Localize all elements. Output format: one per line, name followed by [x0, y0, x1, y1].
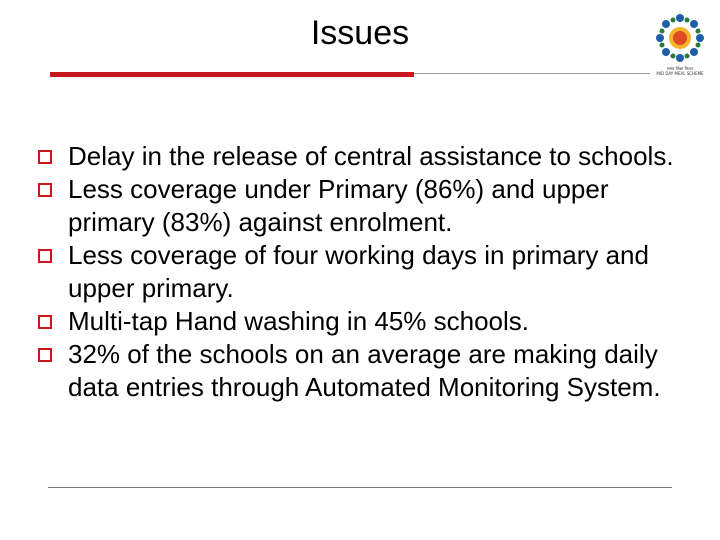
square-bullet-icon	[38, 315, 52, 329]
mid-day-meal-logo	[652, 10, 708, 80]
bullet-text: Less coverage under Primary (86%) and upper primary (83%) against enrolment.	[68, 174, 609, 237]
bullet-text: 32% of the schools on an average are making daily data entries through Automated Monitoring System.	[68, 339, 661, 402]
bullet-text: Delay in the release of central assistance to schools.	[68, 141, 674, 171]
bullet-text: Less coverage of four working days in primary and upper primary.	[68, 240, 649, 303]
page-title: Issues	[310, 14, 410, 52]
logo-caption-hindi: समग्र शिक्षा मिशन	[667, 66, 693, 71]
list-item	[38, 305, 688, 338]
children-circle-icon	[652, 10, 708, 66]
list-item	[38, 140, 688, 173]
square-bullet-icon	[38, 150, 52, 164]
logo-caption-english: MID DAY MEAL SCHEME	[656, 71, 704, 76]
list-item	[38, 338, 688, 404]
square-bullet-icon	[38, 249, 52, 263]
list-item	[38, 239, 688, 305]
square-bullet-icon	[38, 348, 52, 362]
bullet-text: Multi-tap Hand washing in 45% schools.	[68, 306, 530, 336]
square-bullet-icon	[38, 183, 52, 197]
title-underline-red	[50, 72, 414, 77]
title-underline-gray	[414, 73, 650, 74]
bottom-divider	[48, 487, 672, 488]
list-item	[38, 173, 688, 239]
issues-bullet-list	[38, 140, 688, 404]
